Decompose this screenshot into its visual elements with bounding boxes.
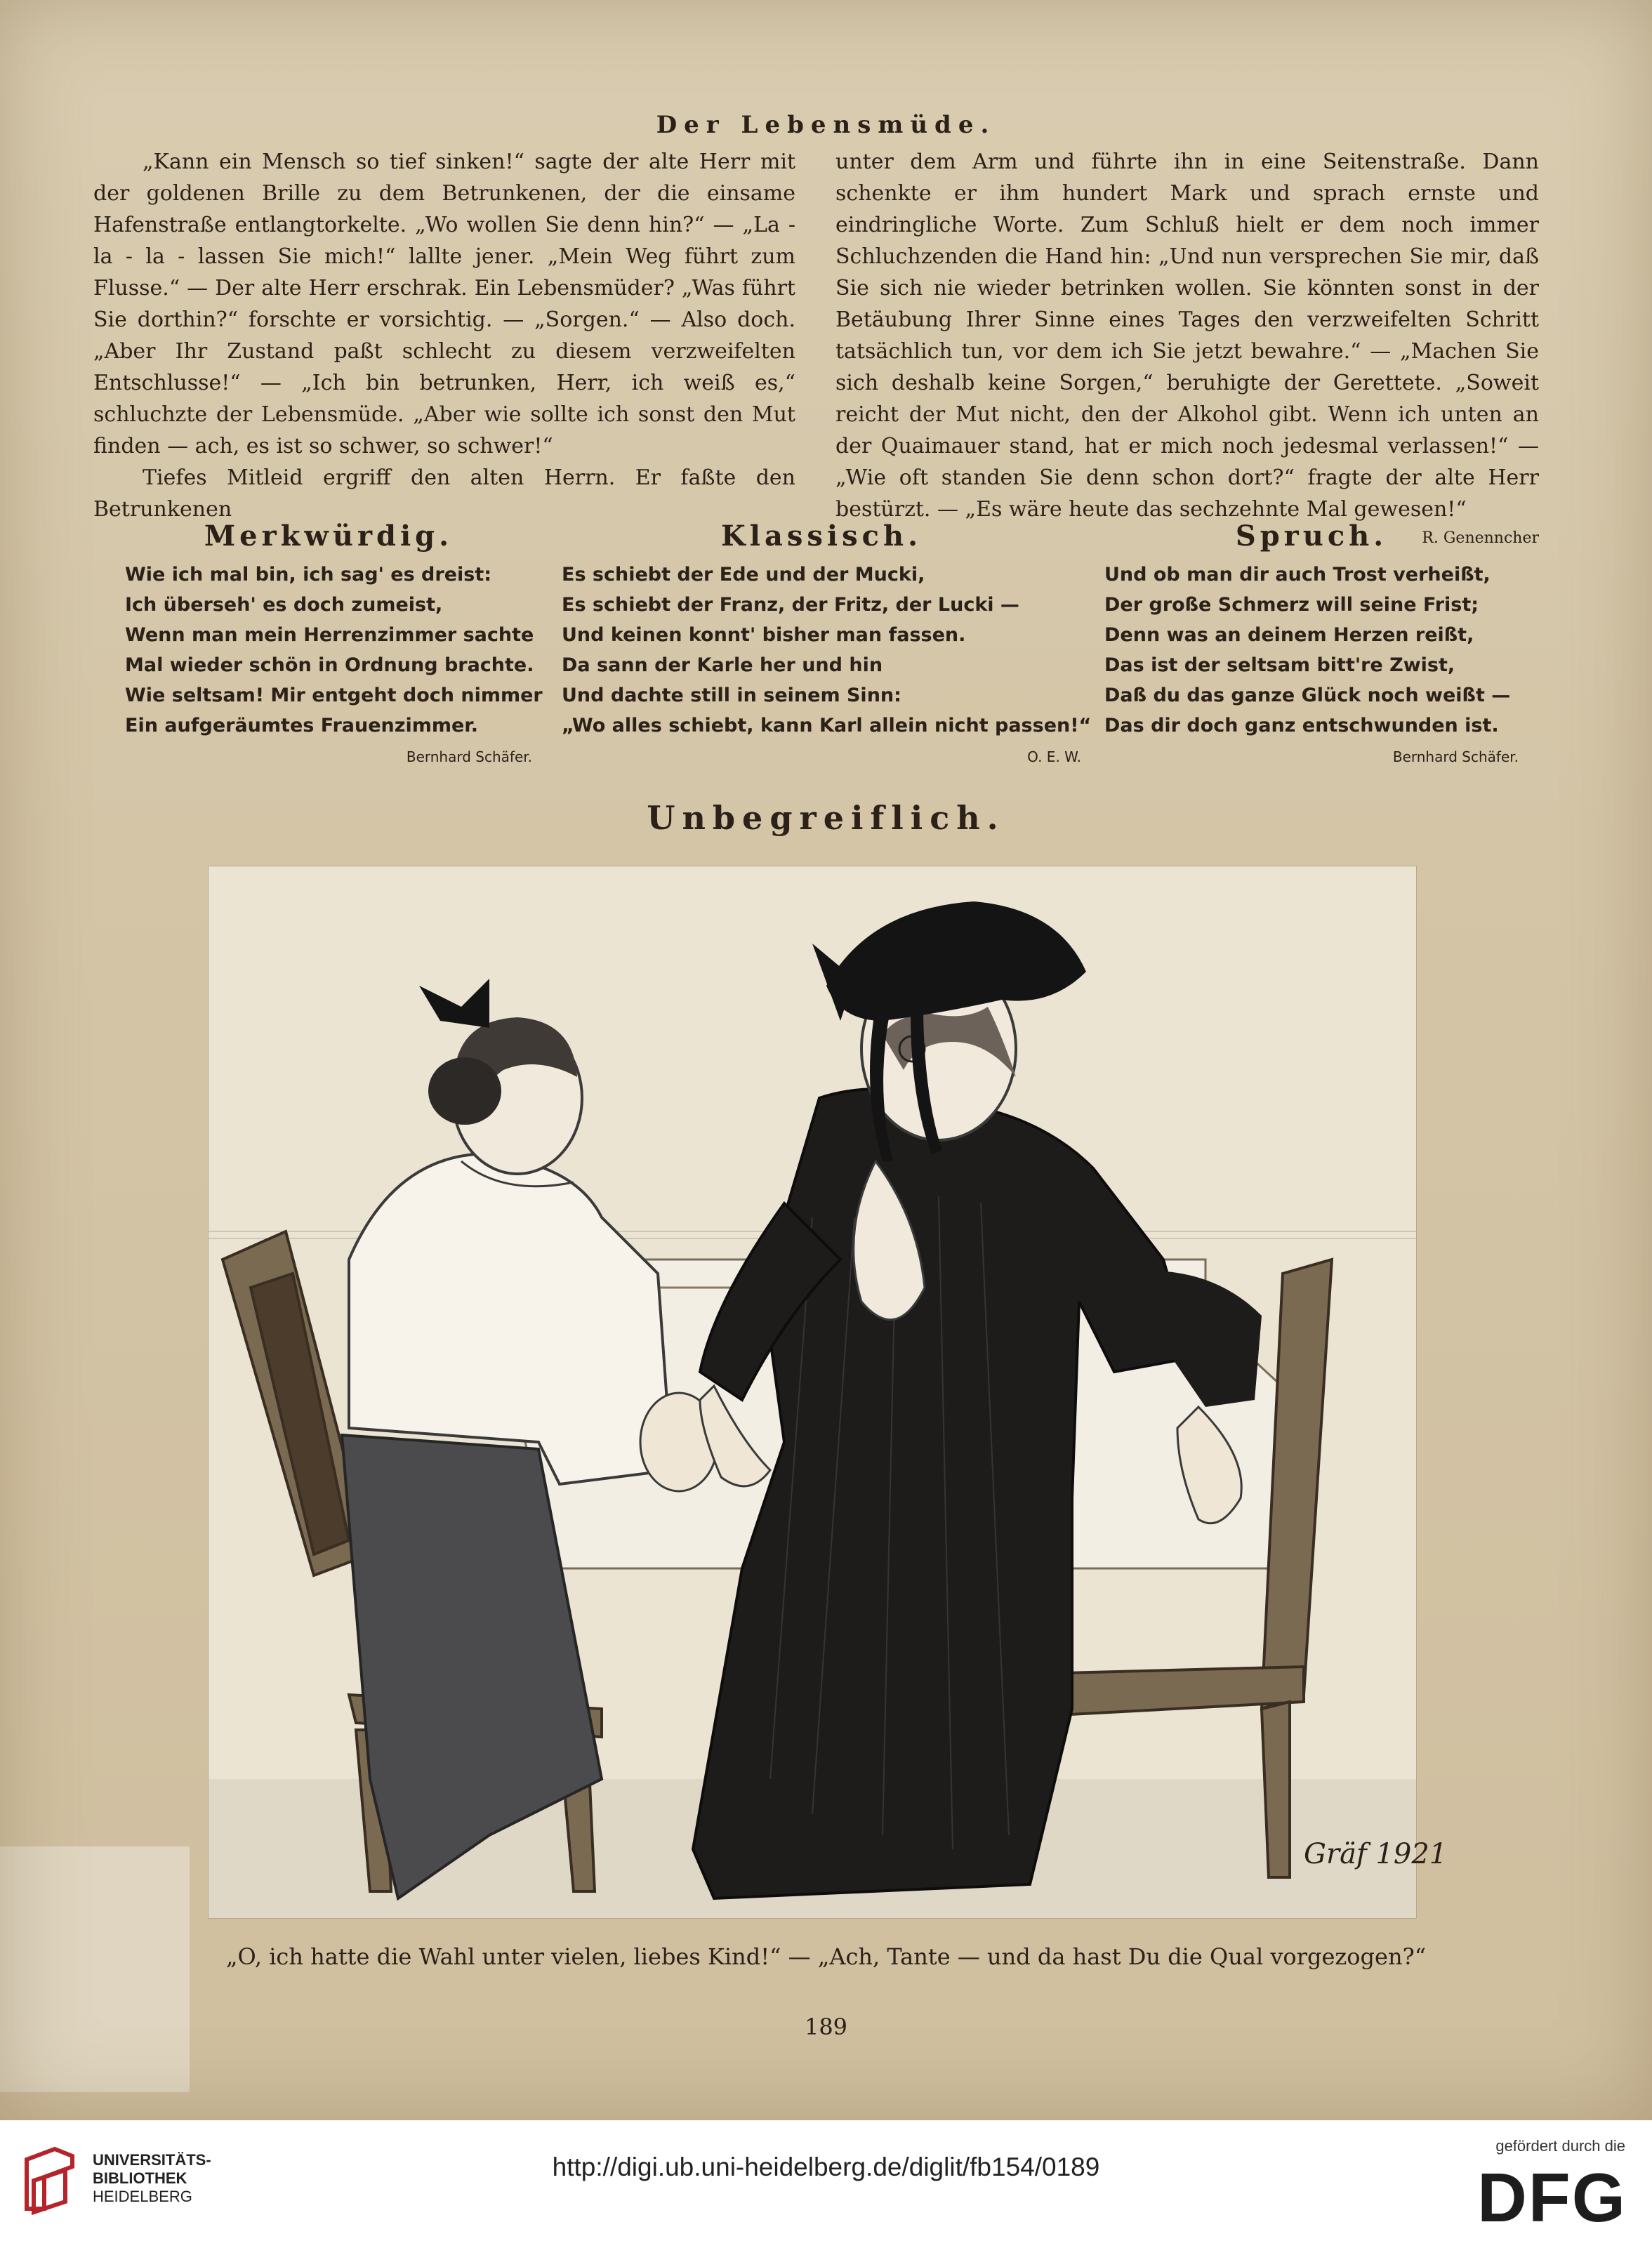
poem-title: Klassisch. — [721, 520, 922, 553]
poem-merkwuerdig — [125, 520, 543, 772]
poem-spruch — [1104, 521, 1519, 772]
cartoon-illustration — [208, 866, 1448, 1919]
poem-line: Ich überseh' es doch zumeist, — [125, 594, 443, 616]
poem-line: Daß du das ganze Glück noch weißt — — [1104, 685, 1511, 706]
article-title: Der Lebensmüde. — [656, 111, 996, 139]
poem-author: O. E. W. — [1027, 748, 1081, 765]
funding-label: gefördert durch die — [1495, 2137, 1625, 2155]
library-name-line: BIBLIOTHEK — [93, 2169, 187, 2187]
poem-line: Da sann der Karle her und hin — [562, 654, 883, 676]
library-name-line: UNIVERSITÄTS- — [93, 2151, 211, 2169]
cartoon-title: Unbegreiflich. — [647, 799, 1005, 837]
cartoon-caption: „O, ich hatte die Wahl unter vielen, liebes Kind!“ — „Ach, Tante — und da hast Du die Qual vorgezogen?“ — [225, 1943, 1427, 1970]
poem-klassisch — [562, 520, 1092, 772]
article-author: R. Genenncher — [1422, 529, 1539, 547]
artist-signature: Gräf 1921 — [1304, 1838, 1448, 1870]
article-right-column — [835, 146, 1539, 554]
library-name-line: HEIDELBERG — [93, 2188, 192, 2205]
digitization-footer — [0, 2120, 1652, 2241]
article-paragraph: „Kann ein Mensch so tief sinken!“ sagte der alte Herr mit der goldenen Brille zu dem Betrunkenen, der die einsame Hafenstraße entlangtorkelte. „Wo wollen Sie denn hin?“ — „La - la - la - lassen Sie mich!“ lallte jener. „Mein Weg führt zum Flusse.“ — Der alte Herr erschrak. Ein Lebensmüder? „Was führt Sie dorthin?“ forschte er vorsichtig. — „Sorgen.“ — Also doch. „Aber Ihr Zustand paßt schlecht zu diesem verzweifelten Entschlusse!“ — „Ich bin betrunken, Herr, ich weiß es,“ schluchzte der Lebensmüde. „Aber wie sollte ich sonst den Mut finden — ach, es ist so schwer, so schwer!“ — [93, 150, 795, 458]
poem-line: Es schiebt der Ede und der Mucki, — [562, 564, 925, 586]
poem-line: Und dachte still in seinem Sinn: — [562, 685, 901, 706]
paper-scrap — [0, 1846, 190, 2092]
poem-author: Bernhard Schäfer. — [406, 748, 532, 765]
poem-line: Der große Schmerz will seine Frist; — [1104, 594, 1479, 616]
poem-line: Das ist der seltsam bitt're Zwist, — [1104, 654, 1455, 676]
article-paragraph: unter dem Arm und führte ihn in eine Seitenstraße. Dann schenkte er ihm hundert Mark und sprach ernste und eindringliche Worte. Zum Schluß hielt er dem noch immer Schluchzenden die Hand hin: „Und nun versprechen Sie mir, daß Sie sich nie wieder betrinken wollen. Sie könnten sonst in der Betäubung Ihrer Sinne eines Tages den verzweifelten Schritt tatsächlich tun, vor dem ich Sie jetzt bewahre.“ — „Machen Sie sich deshalb keine Sorgen,“ beruhigte der Gerettete. „Soweit reicht der Mut nicht, den der Alkohol gibt. Wenn ich unten an der Quaimauer stand, hat er mich noch jedesmal verlassen!“ — „Wie oft standen Sie denn schon dort?“ fragte der alte Herr bestürzt. — „Es wäre heute das sechzehnte Mal gewesen!“ — [835, 150, 1539, 522]
poem-line: Wie seltsam! Mir entgeht doch nimmer — [125, 685, 543, 706]
poem-author: Bernhard Schäfer. — [1392, 748, 1519, 765]
poem-title: Spruch. — [1235, 520, 1388, 553]
dfg-logo: DFG — [1477, 2159, 1627, 2236]
page-number: 189 — [804, 2014, 848, 2040]
cartoon-drawing — [209, 866, 1448, 1918]
poem-line: „Wo alles schiebt, kann Karl allein nicht passen!“ — [562, 715, 1092, 736]
permalink-url[interactable]: http://digi.ub.uni-heidelberg.de/diglit/fb154/0189 — [552, 2153, 1100, 2181]
poem-line: Es schiebt der Franz, der Fritz, der Lucki — — [562, 594, 1019, 616]
article-left-column — [93, 146, 795, 525]
poem-line: Wenn man mein Herrenzimmer sachte — [125, 624, 534, 646]
article-paragraph: Tiefes Mitleid ergriff den alten Herrn. Er faßte den Betrunkenen — [93, 465, 795, 522]
poem-line: Ein aufgeräumtes Frauenzimmer. — [125, 715, 479, 736]
poem-line: Und ob man dir auch Trost verheißt, — [1104, 564, 1491, 586]
poem-line: Mal wieder schön in Ordnung brachte. — [125, 654, 534, 676]
poem-title: Merkwürdig. — [204, 520, 454, 553]
poem-line: Denn was an deinem Herzen reißt, — [1104, 624, 1474, 646]
poem-line: Und keinen konnt' bisher man fassen. — [562, 624, 966, 646]
poem-line: Das dir doch ganz entschwunden ist. — [1104, 715, 1499, 736]
poem-line: Wie ich mal bin, ich sag' es dreist: — [125, 564, 492, 586]
